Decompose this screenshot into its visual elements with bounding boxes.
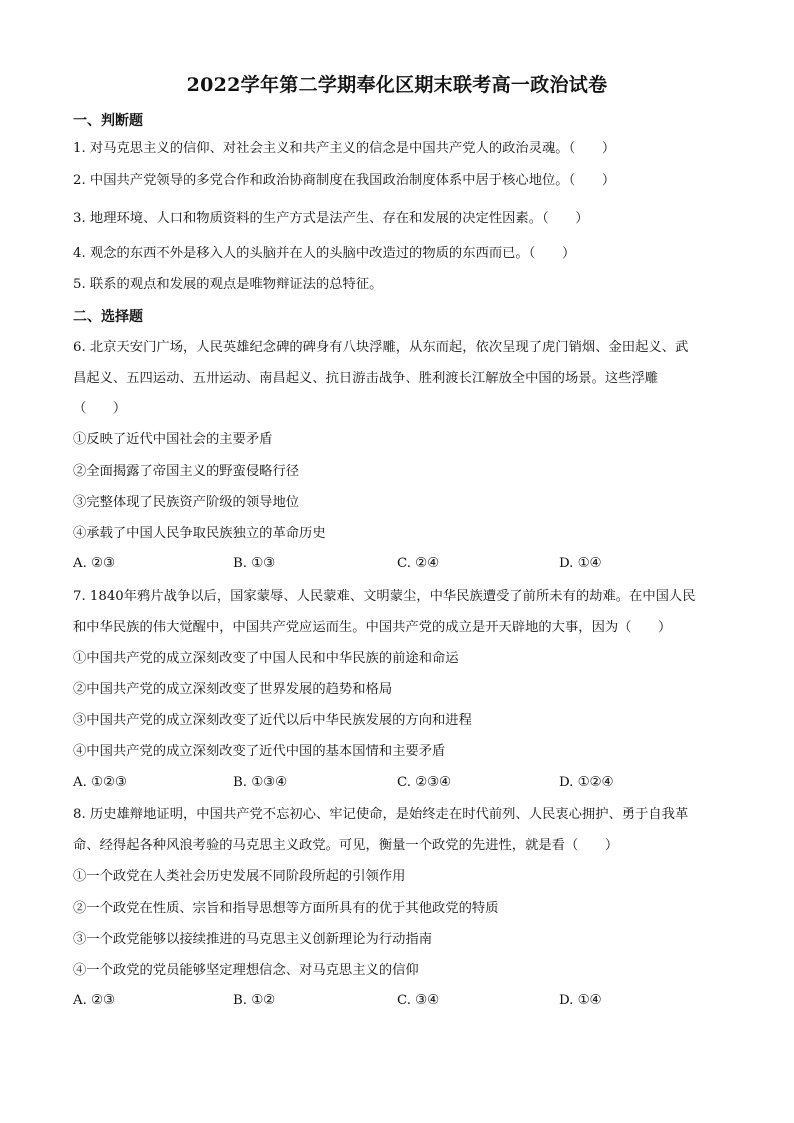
q7-option-c[interactable]: C. ②③④ xyxy=(397,775,451,790)
judge-item-1: 1. 对马克思主义的信仰、对社会主义和共产主义的信念是中国共产党人的政治灵魂。（ ） xyxy=(73,141,616,156)
judge-item-5: 5. 联系的观点和发展的观点是唯物辩证法的总特征。 xyxy=(73,277,383,292)
q6-options xyxy=(73,556,723,574)
q8-statement-4: ④一个政党的党员能够坚定理想信念、对马克思主义的信仰 xyxy=(73,963,419,978)
q8-option-b[interactable]: B. ①② xyxy=(233,993,276,1008)
q6-option-a[interactable]: A. ②③ xyxy=(73,556,115,571)
q7-options xyxy=(73,775,723,793)
judge-item-2: 2. 中国共产党领导的多党合作和政治协商制度在我国政治制度体系中居于核心地位。（ ） xyxy=(73,173,616,188)
q8-option-d[interactable]: D. ①④ xyxy=(559,993,602,1008)
q7-option-a[interactable]: A. ①②③ xyxy=(73,775,127,790)
q8-stem-line-2: 命、经得起各种风浪考验的马克思主义政党。可见，衡量一个政党的先进性，就是看（ ） xyxy=(73,838,619,853)
q7-option-b[interactable]: B. ①③④ xyxy=(233,775,287,790)
q8-option-c[interactable]: C. ③④ xyxy=(397,993,439,1008)
q6-stem-line-3: （ ） xyxy=(73,401,127,416)
q7-statement-4: ④中国共产党的成立深刻改变了近代中国的基本国情和主要矛盾 xyxy=(73,744,446,759)
q6-statement-4: ④承载了中国人民争取民族独立的革命历史 xyxy=(73,526,326,541)
q7-statement-1: ①中国共产党的成立深刻改变了中国人民和中华民族的前途和命运 xyxy=(73,651,459,666)
q8-option-a[interactable]: A. ②③ xyxy=(73,993,115,1008)
section-judge-heading: 一、判断题 xyxy=(73,113,143,129)
judge-item-3: 3. 地理环境、人口和物质资料的生产方式是法产生、存在和发展的决定性因素。（ ） xyxy=(73,211,589,226)
section-choice-heading: 二、选择题 xyxy=(73,309,143,325)
q8-options xyxy=(73,993,723,1011)
q7-statement-2: ②中国共产党的成立深刻改变了世界发展的趋势和格局 xyxy=(73,682,393,697)
page-title: 2022学年第二学期奉化区期末联考高一政治试卷 xyxy=(186,74,608,96)
q7-option-d[interactable]: D. ①②④ xyxy=(559,775,614,790)
q6-stem-line-1: 6. 北京天安门广场，人民英雄纪念碑的碑身有八块浮雕，从东而起，依次呈现了虎门销烟、金田起义、武 xyxy=(73,340,689,355)
q8-statement-1: ①一个政党在人类社会历史发展不同阶段所起的引领作用 xyxy=(73,869,406,884)
q8-statement-2: ②一个政党在性质、宗旨和指导思想等方面所具有的优于其他政党的特质 xyxy=(73,901,499,916)
judge-item-4: 4. 观念的东西不外是移入人的头脑并在人的头脑中改造过的物质的东西而已。（ ） xyxy=(73,246,576,261)
q6-option-c[interactable]: C. ②④ xyxy=(397,556,439,571)
q7-stem-line-1: 7. 1840年鸦片战争以后，国家蒙辱、人民蒙难、文明蒙尘，中华民族遭受了前所未有的劫难。在中国人民 xyxy=(73,589,696,604)
q6-option-b[interactable]: B. ①③ xyxy=(233,556,276,571)
q8-stem-line-1: 8. 历史雄辩地证明，中国共产党不忘初心、牢记使命，是始终走在时代前列、人民衷心拥护、勇于自我革 xyxy=(73,807,689,822)
q6-statement-3: ③完整体现了民族资产阶级的领导地位 xyxy=(73,495,300,510)
q6-statement-1: ①反映了近代中国社会的主要矛盾 xyxy=(73,432,273,447)
q7-statement-3: ③中国共产党的成立深刻改变了近代以后中华民族发展的方向和进程 xyxy=(73,713,472,728)
q6-statement-2: ②全面揭露了帝国主义的野蛮侵略行径 xyxy=(73,464,300,479)
q6-stem-line-2: 昌起义、五四运动、五卅运动、南昌起义、抗日游击战争、胜利渡长江解放全中国的场景。这些浮雕 xyxy=(73,371,659,386)
q8-statement-3: ③一个政党能够以接续推进的马克思主义创新理论为行动指南 xyxy=(73,932,433,947)
q6-option-d[interactable]: D. ①④ xyxy=(559,556,602,571)
q7-stem-line-2: 和中华民族的伟大觉醒中，中国共产党应运而生。中国共产党的成立是开天辟地的大事，因为（ ） xyxy=(73,620,672,635)
